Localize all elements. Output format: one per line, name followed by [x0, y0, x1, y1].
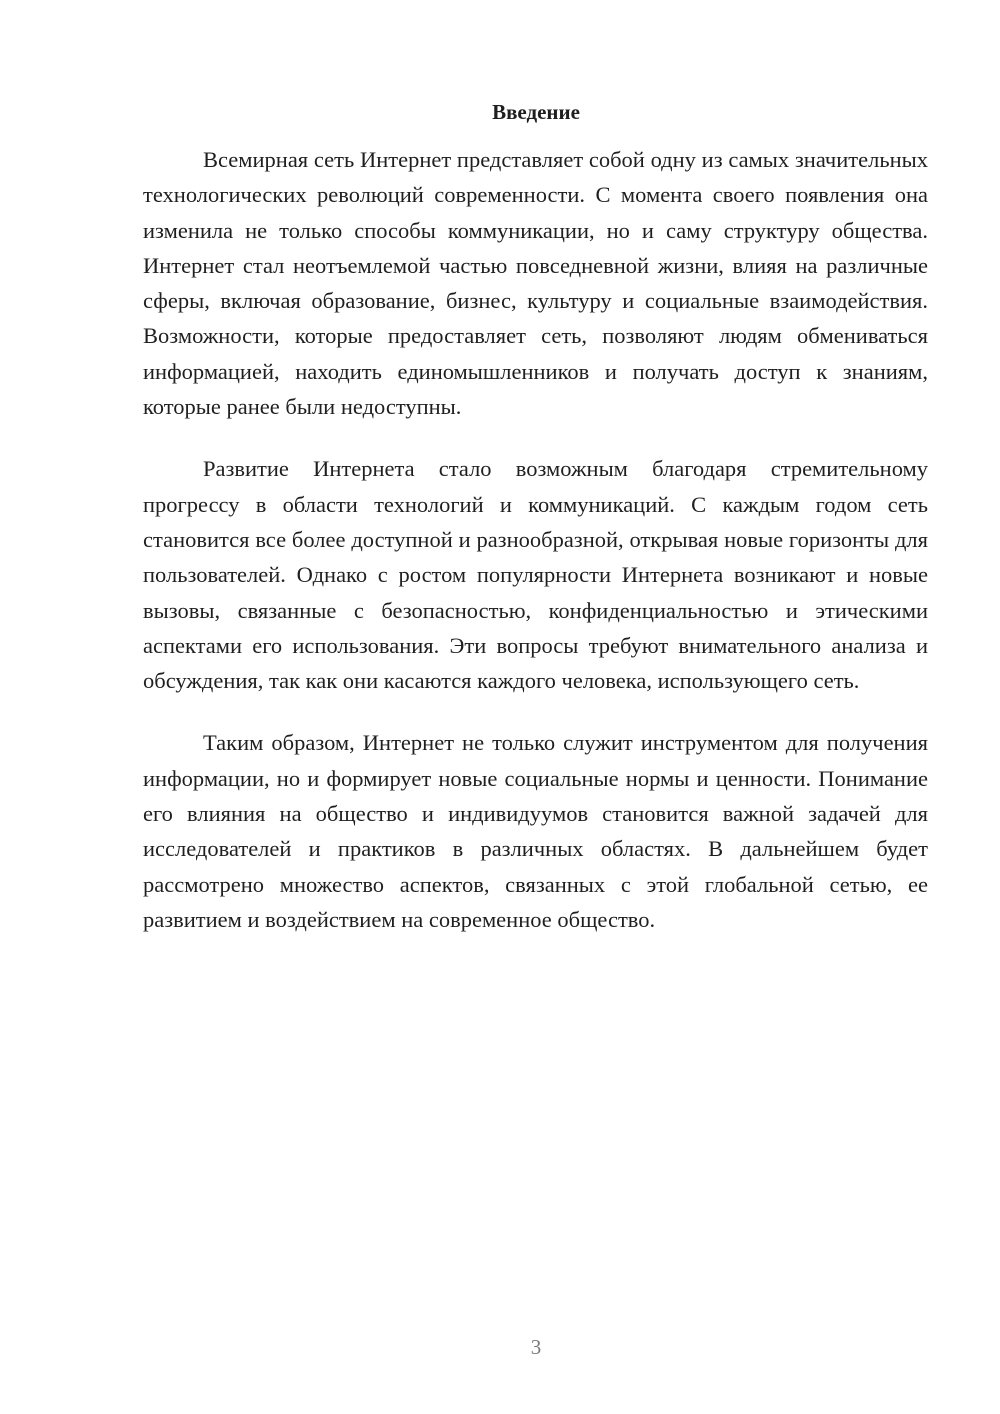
section-title: Введение — [492, 100, 580, 124]
page-number: 3 — [530, 1335, 542, 1359]
paragraph: Развитие Интернета стало возможным благодаря стремительному прогрессу в области технологий и коммуникаций. С каждым годом сеть становится все более доступной и разнообразной, открывая новые горизонты для пользователей. Однако с ростом популярности Интернета возникают и новые вызовы, связанные с безопасностью, конфиденциальностью и этическими аспектами его использования. Эти вопросы требуют внимательного анализа и обсуждения, так как они касаются каждого человека, использующего сеть. — [143, 456, 928, 694]
body-text — [143, 142, 928, 937]
paragraph: Таким образом, Интернет не только служит инструментом для получения информации, но и формирует новые социальные нормы и ценности. Понимание его влияния на общество и индивидуумов становится важной задачей для исследователей и практиков в различных областях. В дальнейшем будет рассмотрено множество аспектов, связанных с этой глобальной сетью, ее развитием и воздействием на современное общество. — [143, 730, 928, 932]
paragraph: Всемирная сеть Интернет представляет собой одну из самых значительных технологических революций современности. С момента своего появления она изменила не только способы коммуникации, но и саму структуру общества. Интернет стал неотъемлемой частью повседневной жизни, влияя на различные сферы, включая образование, бизнес, культуру и социальные взаимодействия. Возможности, которые предоставляет сеть, позволяют людям обмениваться информацией, находить единомышленников и получать доступ к знаниям, которые ранее были недоступны. — [143, 147, 928, 420]
